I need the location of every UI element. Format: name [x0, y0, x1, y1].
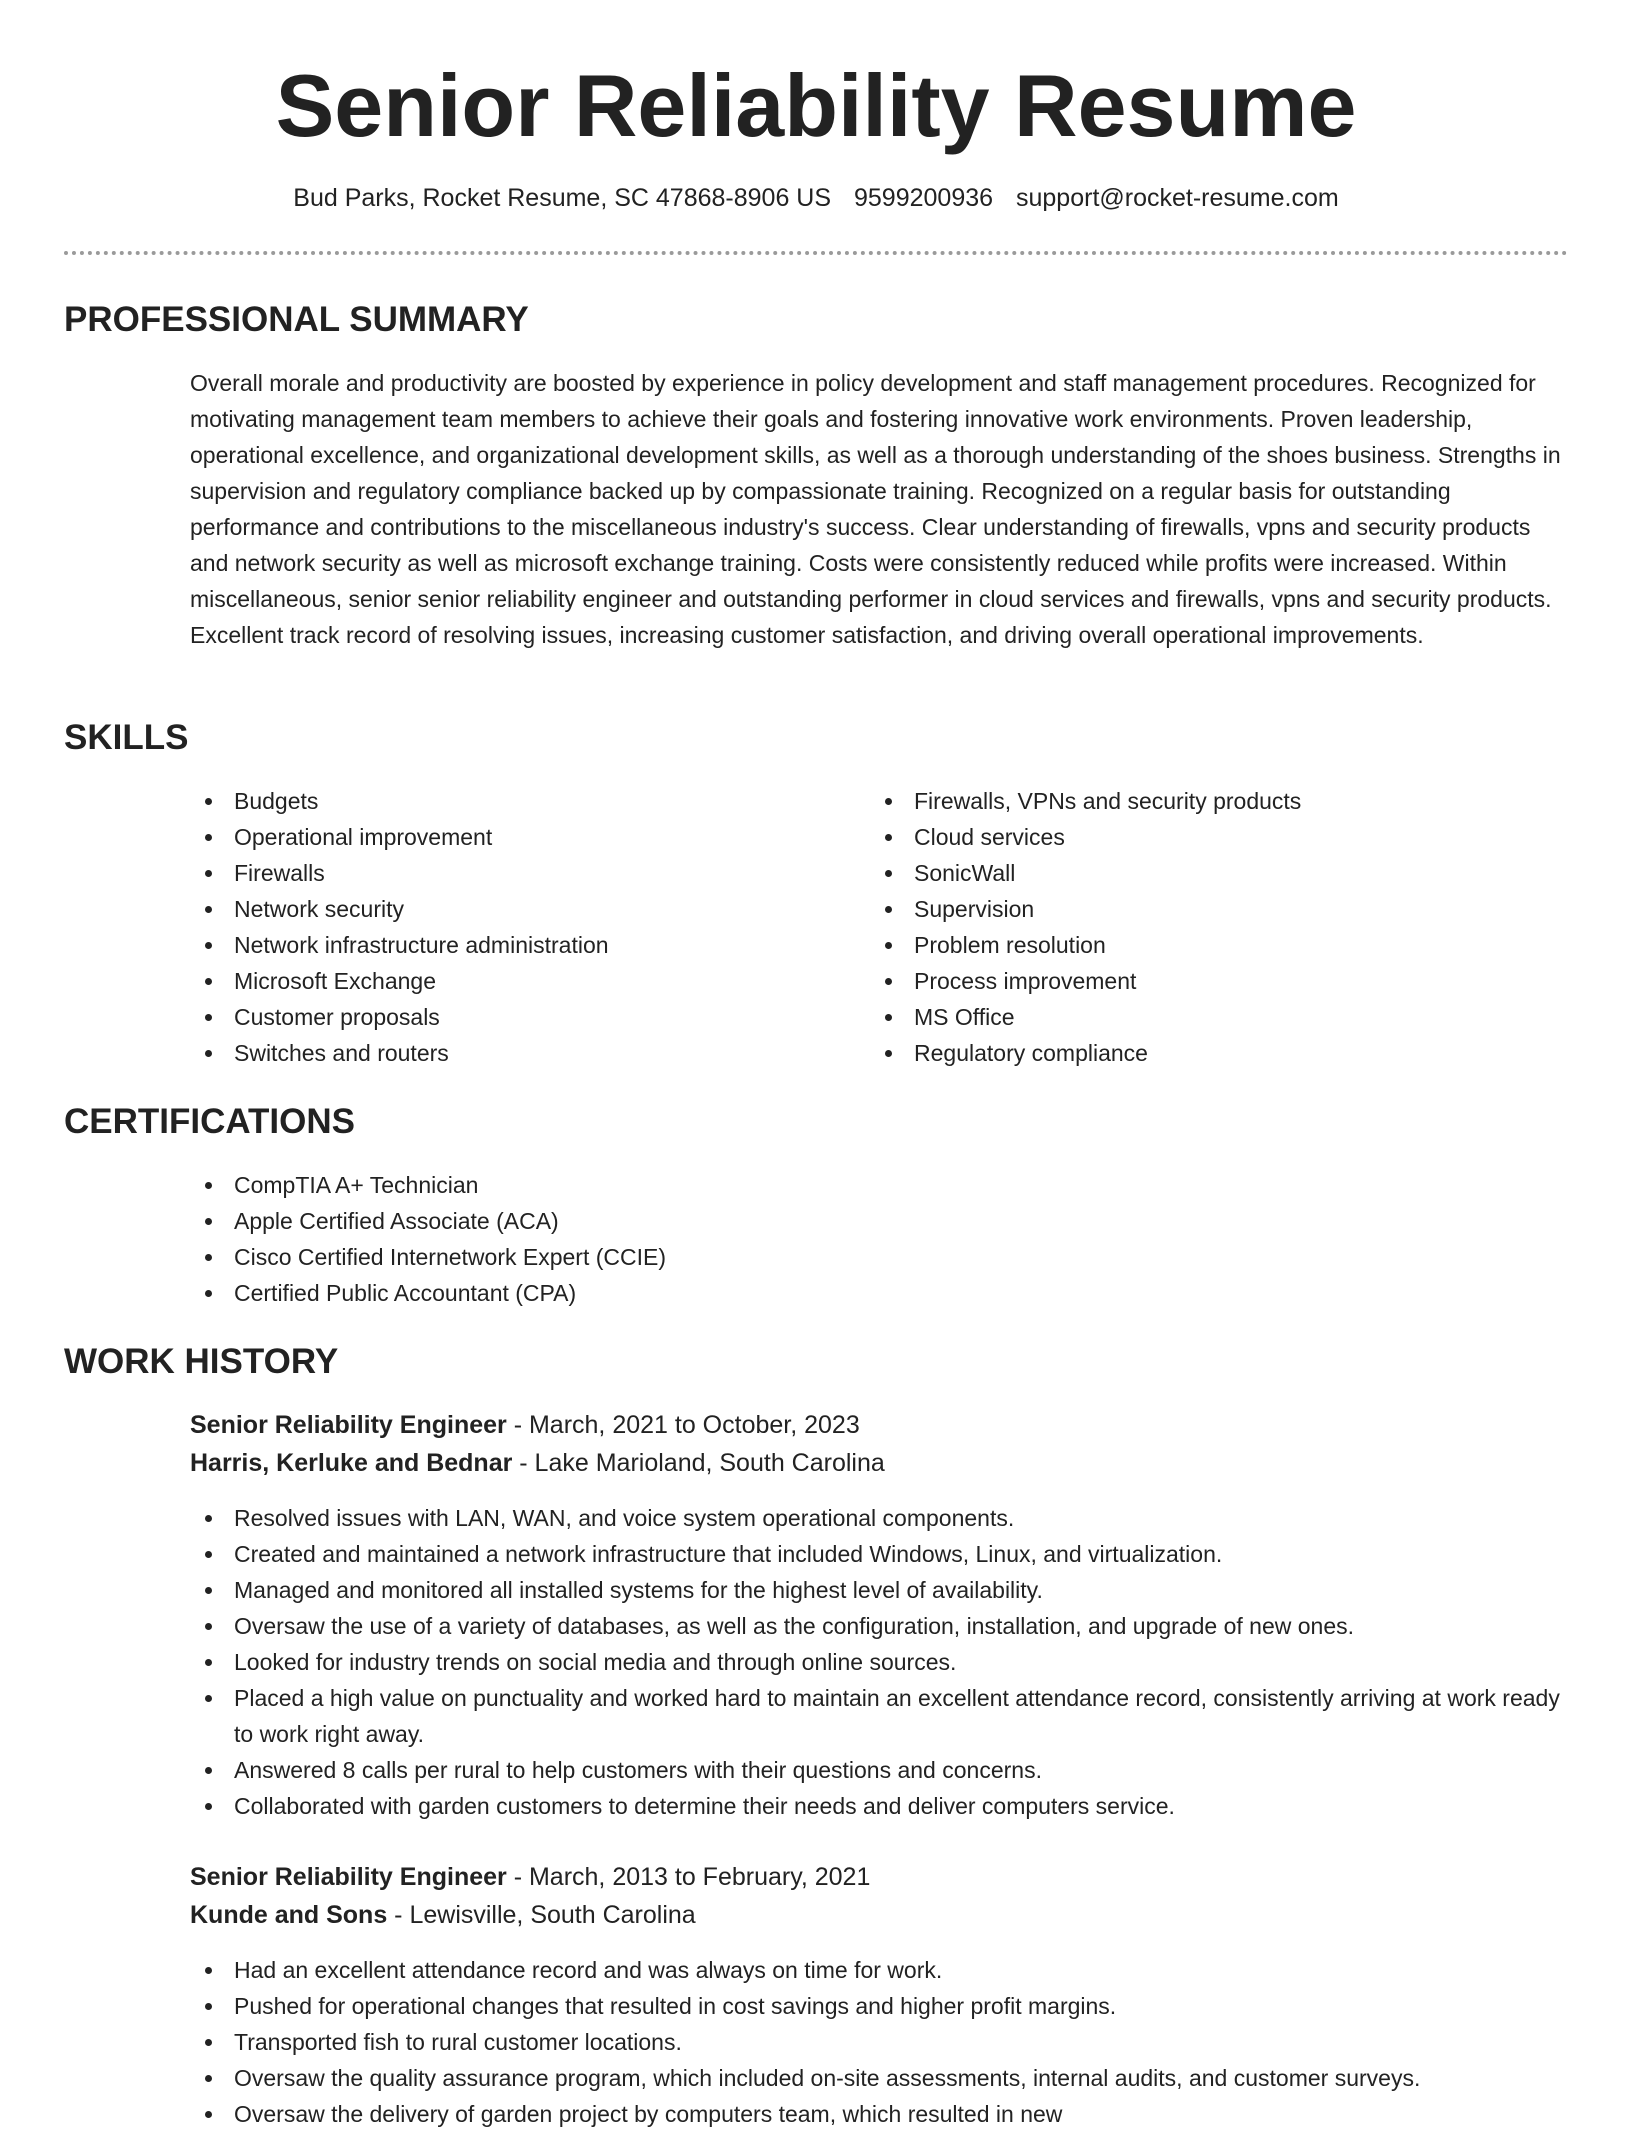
job-duty-item: Collaborated with garden customers to determine their needs and deliver computers service.	[190, 1788, 1568, 1824]
job-duty-item: Had an excellent attendance record and was always on time for work.	[190, 1952, 1568, 1988]
skill-item: Supervision	[870, 891, 1570, 927]
job-company: Kunde and Sons	[190, 1901, 388, 1929]
job-duty-item: Answered 8 calls per rural to help customers with their questions and concerns.	[190, 1752, 1568, 1788]
job-duty-item: Oversaw the quality assurance program, which included on-site assessments, internal audits, and customer surveys.	[190, 2060, 1568, 2096]
job-duty-item: Pushed for operational changes that resulted in cost savings and higher profit margins.	[190, 1988, 1568, 2024]
job-header	[190, 1858, 1568, 1934]
resume-title: Senior Reliability Resume	[275, 56, 1357, 155]
skill-item: Firewalls, VPNs and security products	[870, 783, 1570, 819]
job-duty-item: Created and maintained a network infrastructure that included Windows, Linux, and virtualization.	[190, 1536, 1568, 1572]
skill-item: Cloud services	[870, 819, 1570, 855]
certification-item: Cisco Certified Internetwork Expert (CCIE)	[190, 1239, 1190, 1275]
skill-item: Process improvement	[870, 963, 1570, 999]
job-title-line	[190, 1406, 1568, 1444]
job-header	[190, 1406, 1568, 1482]
work-history-heading: WORK HISTORY	[64, 1342, 339, 1381]
job-company: Harris, Kerluke and Bednar	[190, 1449, 513, 1477]
job-dates: - March, 2013 to February, 2021	[506, 1863, 871, 1891]
skills-heading: SKILLS	[64, 718, 189, 757]
skill-item: Problem resolution	[870, 927, 1570, 963]
skill-item: SonicWall	[870, 855, 1570, 891]
skills-list-right	[870, 783, 1570, 1071]
job-company-line	[190, 1444, 1568, 1482]
contact-phone: 9599200936	[854, 184, 994, 212]
skill-item: Microsoft Exchange	[190, 963, 830, 999]
job-company-line	[190, 1896, 1568, 1934]
contact-email: support@rocket-resume.com	[1016, 184, 1339, 212]
skill-item: Network security	[190, 891, 830, 927]
header-divider	[64, 251, 1568, 255]
job-duty-item: Transported fish to rural customer locations.	[190, 2024, 1568, 2060]
summary-heading: PROFESSIONAL SUMMARY	[64, 300, 529, 339]
job-duty-item: Looked for industry trends on social media and through online sources.	[190, 1644, 1568, 1680]
skill-item: Operational improvement	[190, 819, 830, 855]
skill-item: MS Office	[870, 999, 1570, 1035]
certification-item: Apple Certified Associate (ACA)	[190, 1203, 1190, 1239]
skill-item: Customer proposals	[190, 999, 830, 1035]
certification-item: Certified Public Accountant (CPA)	[190, 1275, 1190, 1311]
certifications-list	[190, 1167, 1190, 1311]
job-duty-item: Oversaw the delivery of garden project by computers team, which resulted in new	[190, 2096, 1568, 2132]
job-duty-item: Resolved issues with LAN, WAN, and voice system operational components.	[190, 1500, 1568, 1536]
job-title-line	[190, 1858, 1568, 1896]
job-location: - Lake Marioland, South Carolina	[512, 1449, 885, 1477]
job-dates: - March, 2021 to October, 2023	[506, 1411, 860, 1439]
job-location: - Lewisville, South Carolina	[387, 1901, 696, 1929]
skills-list-left	[190, 783, 830, 1071]
job-duty-item: Placed a high value on punctuality and worked hard to maintain an excellent attendance record, consistently arriving at work ready to work right away.	[190, 1680, 1568, 1752]
job-title: Senior Reliability Engineer	[190, 1411, 507, 1439]
contact-line	[0, 181, 1632, 215]
job-duties-list	[190, 1500, 1568, 1824]
skill-item: Network infrastructure administration	[190, 927, 830, 963]
certification-item: CompTIA A+ Technician	[190, 1167, 1190, 1203]
skill-item: Regulatory compliance	[870, 1035, 1570, 1071]
skill-item: Budgets	[190, 783, 830, 819]
skill-item: Firewalls	[190, 855, 830, 891]
certifications-heading: CERTIFICATIONS	[64, 1102, 356, 1141]
summary-text: Overall morale and productivity are boosted by experience in policy development and staff management procedures. Recognized for motivating management team members to achieve their goals and fostering innovative work environments. Proven leadership, operational excellence, and organizational development skills, as well as a thorough understanding of the shoes business. Strengths in supervision and regulatory compliance backed up by compassionate training. Recognized on a regular basis for outstanding performance and contributions to the miscellaneous industry's success. Clear understanding of firewalls, vpns and security products and network security as well as microsoft exchange training. Costs were consistently reduced while profits were increased. Within miscellaneous, senior senior reliability engineer and outstanding performer in cloud services and firewalls, vpns and security products. Excellent track record of resolving issues, increasing customer satisfaction, and driving overall operational improvements.	[190, 370, 1561, 648]
job-duties-list	[190, 1952, 1568, 2132]
contact-address: Bud Parks, Rocket Resume, SC 47868-8906 US	[293, 184, 832, 212]
job-title: Senior Reliability Engineer	[190, 1863, 507, 1891]
job-duty-item: Oversaw the use of a variety of databases, as well as the configuration, installation, and upgrade of new ones.	[190, 1608, 1568, 1644]
skill-item: Switches and routers	[190, 1035, 830, 1071]
job-duty-item: Managed and monitored all installed systems for the highest level of availability.	[190, 1572, 1568, 1608]
